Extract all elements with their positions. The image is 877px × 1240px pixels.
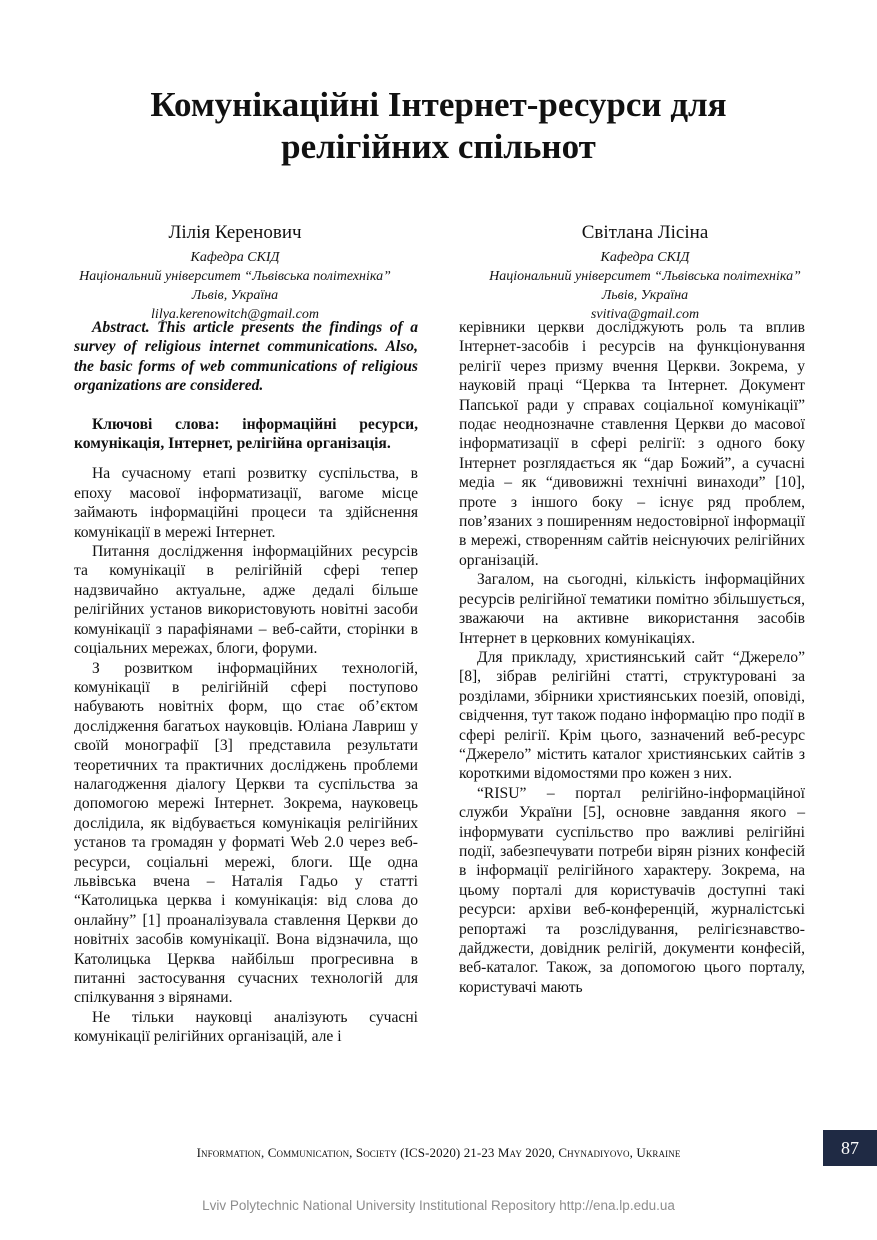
repository-watermark: Lviv Polytechnic National University Institutional Repository http://ena.lp.edu.ua (202, 1198, 675, 1213)
body-paragraph: керівники церкви досліджують роль та вплив Інтернет-засобів і ресурсів на функціонування релігії через призму вчення Церкви. Зокрема, у науковій праці “Церква та Інтернет. Документ Папської ради у справах соціальної комунікації” подає неоднозначне ставлення Церкви до масової інформатизації в сфері релігії: з одного боку Інтернет розглядається як “дар Божий”, а сучасні медіа – як “дивовижні технічні винаходи” [10], проте з іншого боку – існує ряд проблем, пов’язаних з поширенням недостовірної інформації в мережі, створенням сайтів неіснуючих релігійних організацій. (459, 319, 805, 569)
author-email: lilya.kerenowitch@gmail.com (151, 307, 319, 322)
body-paragraph: Не тільки науковці аналізують сучасні комунікації релігійних організацій, але і (74, 1008, 418, 1046)
author-university: Національний університет “Львівська політехніка” (489, 269, 801, 284)
body-paragraph: На сучасному етапі розвитку суспільства, в епоху масової інформатизації, вагоме місце займають інформаційні процеси та здійснення комунікації в мережі Інтернет. (74, 465, 418, 541)
author-block-2 (450, 220, 840, 324)
page-number-box (823, 1130, 877, 1166)
body-paragraph: Питання дослідження інформаційних ресурсів та комунікації в релігійній сфері тепер надзвичайно актуальне, адже дедалі більше релігійних установ використовують новітні засоби комунікації з парафіянами – веб-сайти, сторінки в соціальних мережах, блоги, форуми. (74, 543, 418, 658)
page-number: 87 (841, 1137, 859, 1158)
author-university: Національний університет “Львівська політехніка” (79, 269, 391, 284)
author-department: Кафедра СКІД (190, 250, 280, 265)
right-column (459, 318, 805, 997)
author-city: Львів, Україна (601, 288, 689, 303)
left-column (74, 318, 418, 1047)
author-email: svitiva@gmail.com (590, 307, 700, 322)
author-city: Львів, Україна (191, 288, 279, 303)
conference-footer (0, 1145, 877, 1161)
author-name: Лілія Керенович (168, 222, 302, 243)
author-block-1 (40, 220, 430, 324)
paper-title (60, 84, 817, 168)
body-paragraph: Загалом, на сьогодні, кількість інформаційних ресурсів релігійної тематики помітно збільшується, зважаючи на активне використання засобів Інтернет в церковних комунікаціях. (459, 571, 805, 647)
footer-text: Information, Communication, Society (ICS-2020) 21-23 May 2020, Chynadiyovo, Ukraine (196, 1145, 681, 1160)
author-department: Кафедра СКІД (600, 250, 690, 265)
abstract: Abstract. This article presents the findings of a survey of religious internet communications. Also, the basic forms of web communications of religious organizations are considered. (74, 319, 418, 395)
author-name: Світлана Лісіна (581, 222, 709, 243)
body-paragraph: Для прикладу, християнський сайт “Джерело” [8], зібрав релігійні статті, структуровані за розділами, збірники християнських поезій, оповіді, свідчення, тут також подано інформацію про події в сфері релігії. Крім цього, зазначений веб-ресурс “Джерело” містить каталог християнських сайтів з короткими відомостями про кожен з них. (459, 648, 805, 783)
body-paragraph: З розвитком інформаційних технологій, комунікації в релігійній сфері поступово набувають новітніх форм, що стає об’єктом дослідження багатьох науковців. Юліана Лавриш у своїй монографії [3] представила результати теоретичних та практичних досліджень проблеми налагодження діалогу Церкви та суспільства за допомогою мережі Інтернет. Зокрема, науковець дослідила, як відбувається комунікація релігійних установ та громадян у форматі Web 2.0 через веб-ресурси, соціальні мережі, блоги. Ще одна львівська вчена – Наталія Гадьо у статті “Католицька церква і комунікація: від слова до онлайну” [1] проаналізувала ставлення Церкви до новітніх засобів комунікації. Вона відзначила, що Католицька Церква найбільш прогресивна в питанні застосування сучасних технологій для спілкування з вірянами. (74, 659, 418, 1007)
title-line-1: Комунікаційні Інтернет-ресурси для (150, 85, 727, 124)
keywords: Ключові слова: інформаційні ресурси, комунікація, Інтернет, релігійна організація. (74, 415, 418, 453)
title-line-2: релігійних спільнот (281, 127, 596, 166)
body-paragraph: “RISU” – портал релігійно-інформаційної служби України [5], основне завдання якого – інформувати суспільство про важливі релігійні події, забезпечувати потреби вірян різних конфесій в інформації релігійного характеру. Зокрема, на цьому порталі для користувачів доступні такі ресурси: архіви веб-конференцій, журналістські репортажі та розслідування, релігієзнавство-дайджести, довідник релігій, документи конфесій, веб-каталог. Також, за допомогою цього порталу, користувачі мають (459, 784, 805, 996)
